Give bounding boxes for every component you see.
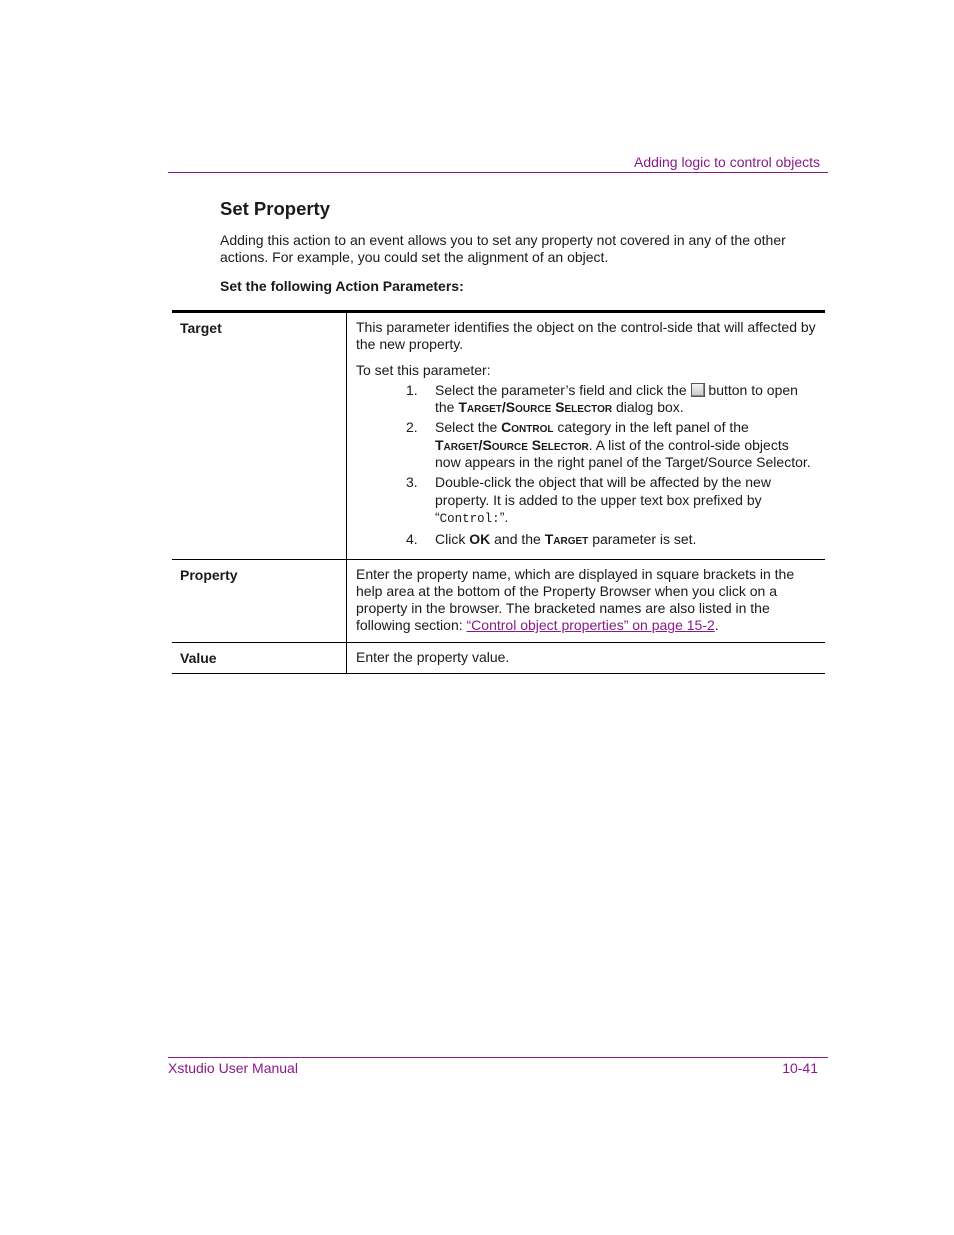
list-item: 3. Double-click the object that will be affected by the new property. It is added to the upper text box prefixed by “Control:”. [406, 474, 771, 526]
action-parameters-table [172, 310, 825, 674]
param-description-target: This parameter identifies the object on the control-side that will affected by the new property. [356, 319, 816, 353]
param-howto: To set this parameter: [356, 361, 491, 378]
cross-reference-link[interactable]: “Control object properties” on page 15-2 [466, 617, 715, 634]
param-name-target: Target [180, 320, 222, 336]
param-name-property: Property [180, 566, 238, 583]
ok-term: OK [469, 531, 491, 548]
list-item: 4. Click OK and the Target parameter is set. [406, 531, 697, 548]
list-item: 2. Select the Control category in the left panel of the Target/Source Selector. A list of the control-side objects now appears in the right panel of the Target/Source Selector. [406, 419, 811, 471]
params-heading: Set the following Action Parameters: [220, 278, 464, 294]
code-literal: Control: [439, 511, 500, 526]
step-number: 2. [406, 419, 418, 436]
step-number: 3. [406, 474, 418, 491]
steps-list [356, 382, 817, 549]
param-name-value: Value [180, 649, 217, 666]
intro-paragraph: Adding this action to an event allows you to set any property not covered in any of the other actions. For example, you could set the alignment of an object. [220, 232, 786, 265]
footer-page-number: 10-41 [782, 1060, 818, 1076]
list-item: 1. Select the parameter’s field and click the button to open the Target/Source Selector dialog box. [406, 381, 798, 416]
param-description-value: Enter the property value. [356, 648, 510, 665]
running-header: Adding logic to control objects [634, 154, 820, 170]
ui-term: Target [544, 531, 589, 548]
header-rule [168, 172, 828, 173]
browse-button-icon [691, 383, 705, 397]
ui-term: Target/Source Selector [435, 436, 589, 453]
table-row-target [172, 312, 825, 560]
footer-manual-title: Xstudio User Manual [168, 1060, 298, 1076]
table-row-value [172, 642, 825, 673]
ui-term: Target/Source Selector [458, 399, 613, 416]
step-number: 4. [406, 531, 418, 548]
ui-term: Control [501, 419, 554, 436]
step-number: 1. [406, 381, 418, 398]
footer-rule [168, 1057, 828, 1058]
param-description-property: Enter the property name, which are displayed in square brackets in the help area at the bottom of the Property Browser when you click on a property in the browser. The bracketed names are also listed in the following section: “Control object properties” on page 15-2. [356, 565, 795, 634]
table-row-property [172, 559, 825, 642]
section-title: Set Property [220, 198, 331, 219]
